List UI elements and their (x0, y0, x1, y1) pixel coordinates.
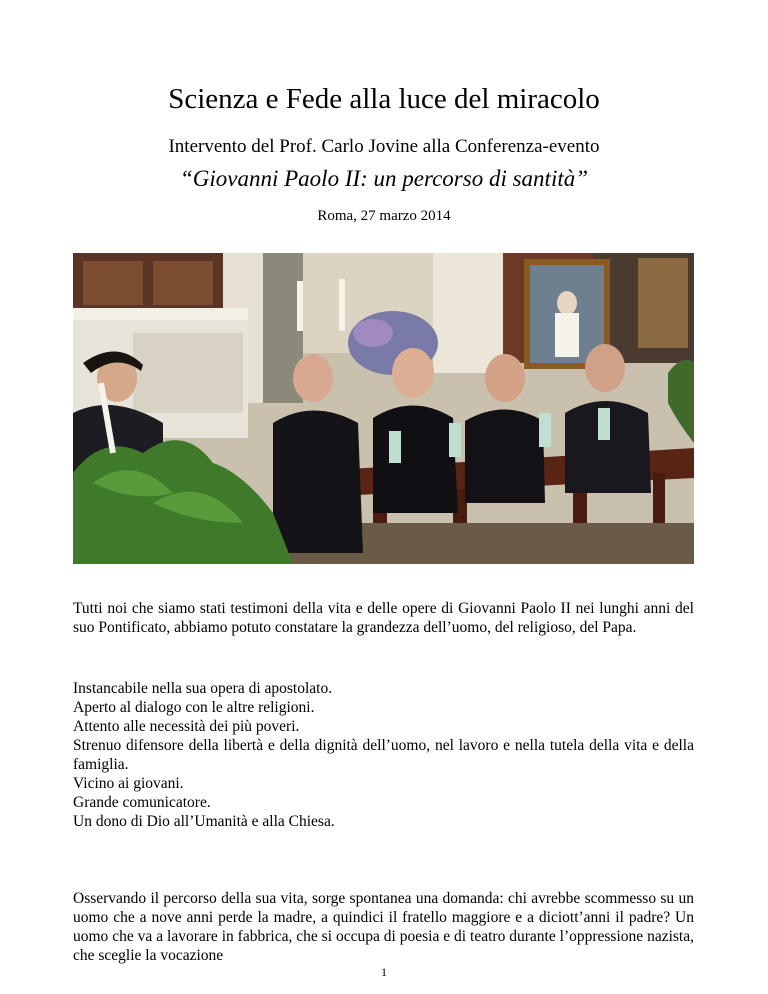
event-title: “Giovanni Paolo II: un percorso di santità” (179, 166, 589, 191)
virtues-list (73, 679, 694, 831)
page-number: 1 (381, 965, 387, 979)
document-subtitle: Intervento del Prof. Carlo Jovine alla Conferenza-evento (168, 136, 600, 157)
list-item: Aperto al dialogo con le altre religioni. (73, 699, 315, 716)
list-item: Strenuo difensore della libertà e della dignità dell’uomo, nel lavoro e nella tutela della vita e della famiglia. (73, 737, 694, 773)
paragraph-intro: Tutti noi che siamo stati testimoni della vita e delle opere di Giovanni Paolo II nei lunghi anni del suo Pontificato, abbiamo potuto constatare la grandezza dell’uomo, del religioso, del Papa. (73, 600, 694, 636)
place-date: Roma, 27 marzo 2014 (317, 208, 451, 224)
list-item: Grande comunicatore. (73, 794, 211, 811)
conference-photo (73, 253, 694, 564)
list-item: Attento alle necessità dei più poveri. (73, 718, 300, 735)
list-item: Instancabile nella sua opera di apostolato. (73, 680, 333, 697)
list-item: Vicino ai giovani. (73, 775, 184, 792)
list-item: Un dono di Dio all’Umanità e alla Chiesa. (73, 813, 335, 830)
paragraph-life: Osservando il percorso della sua vita, sorge spontanea una domanda: chi avrebbe scommesso su un uomo che a nove anni perde la madre, a quindici il fratello maggiore e a diciott’anni il padre? Un uomo che va a lavorare in fabbrica, che si occupa di poesia e di teatro durante l’oppressione nazista, che sceglie la vocazione (73, 890, 694, 964)
document-title: Scienza e Fede alla luce del miracolo (168, 83, 600, 115)
